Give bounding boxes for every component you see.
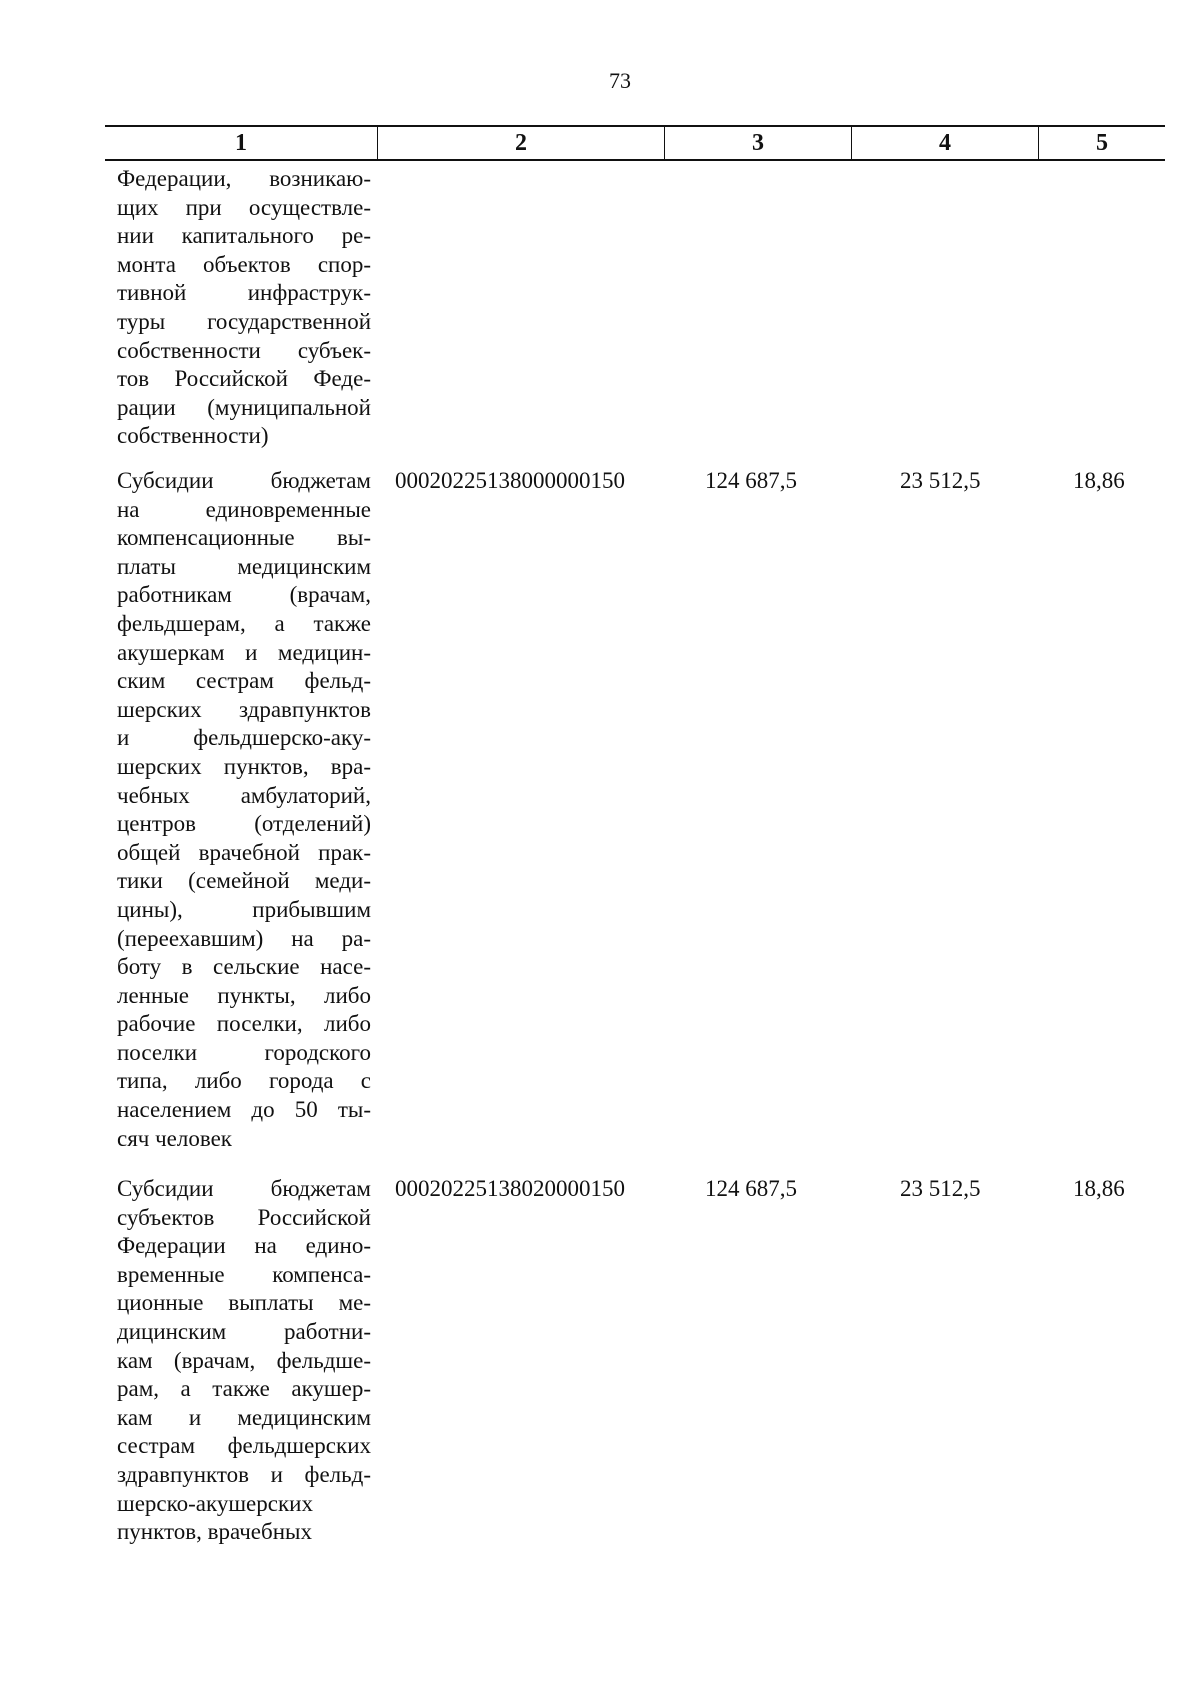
row-col3-value: 124 687,5 <box>705 468 797 493</box>
row-col5-value: 18,86 <box>1073 1176 1125 1201</box>
row-description <box>117 467 371 1153</box>
description-line: сестрам фельдшерских <box>117 1433 371 1459</box>
description-line: временные компенса- <box>117 1261 371 1287</box>
description-line: типа, либо города с <box>117 1068 371 1094</box>
row-code: 00020225138000000150 <box>395 468 625 493</box>
description-line: боту в сельские насе- <box>117 954 371 980</box>
description-line: чебных амбулаторий, <box>117 782 371 808</box>
description-line: центров (отделений) <box>117 811 371 837</box>
description-line: работникам (врачам, <box>117 582 371 608</box>
description-line: населением до 50 ты- <box>117 1097 371 1123</box>
description-line: пунктов, врачебных <box>117 1519 312 1545</box>
description-line: Субсидии бюджетам <box>117 1176 371 1201</box>
description-line: кам и медицинским <box>117 1404 371 1430</box>
description-line: и фельдшерско-аку- <box>117 725 371 751</box>
description-line: ленные пункты, либо <box>117 982 371 1008</box>
description-line: тов Российской Феде- <box>117 366 371 392</box>
page-number: 73 <box>609 68 631 93</box>
description-line: щих при осуществле- <box>117 194 371 220</box>
description-line: Субсидии бюджетам <box>117 468 371 493</box>
header-col-2: 2 <box>377 127 664 159</box>
row-description <box>117 165 371 451</box>
description-line: тики (семейной меди- <box>117 868 371 894</box>
description-line: субъектов Российской <box>117 1204 371 1230</box>
description-line: шерских пунктов, вра- <box>117 753 371 779</box>
description-line: рам, а также акушер- <box>117 1376 371 1402</box>
row-description <box>117 1175 371 1547</box>
description-line: туры государственной <box>117 308 371 334</box>
description-line: на единовременные <box>117 496 371 522</box>
description-line: дицинским работни- <box>117 1318 371 1344</box>
description-line: сяч человек <box>117 1125 232 1151</box>
description-line: шерско-акушерских <box>117 1490 313 1516</box>
description-line: поселки городского <box>117 1039 371 1065</box>
description-line: фельдшерам, а также <box>117 610 371 636</box>
row-code: 00020225138020000150 <box>395 1176 625 1201</box>
description-line: здравпунктов и фельд- <box>117 1461 371 1487</box>
description-line: кам (врачам, фельдше- <box>117 1347 371 1373</box>
table-header-row <box>105 125 1165 161</box>
description-line: ционные выплаты ме- <box>117 1290 371 1316</box>
description-line: компенсационные вы- <box>117 525 371 551</box>
row-col4-value: 23 512,5 <box>900 468 981 493</box>
description-line: общей врачебной прак- <box>117 839 371 865</box>
description-line: монта объектов спор- <box>117 251 371 277</box>
description-line: цины), прибывшим <box>117 896 371 922</box>
description-line: (переехавшим) на ра- <box>117 925 371 951</box>
description-line: ским сестрам фельд- <box>117 668 371 694</box>
header-col-5: 5 <box>1038 127 1165 159</box>
description-line: платы медицинским <box>117 553 371 579</box>
header-col-4: 4 <box>851 127 1038 159</box>
header-col-3: 3 <box>664 127 851 159</box>
description-line: тивной инфраструк- <box>117 280 371 306</box>
description-line: собственности субъек- <box>117 337 371 363</box>
description-line: нии капитального ре- <box>117 223 371 249</box>
row-col4-value: 23 512,5 <box>900 1176 981 1201</box>
header-col-1: 1 <box>235 129 247 156</box>
description-line: шерских здравпунктов <box>117 696 371 722</box>
description-line: Федерации, возникаю- <box>117 166 371 191</box>
description-line: Федерации на едино- <box>117 1233 371 1259</box>
description-line: рабочие поселки, либо <box>117 1011 371 1037</box>
description-line: акушеркам и медицин- <box>117 639 371 665</box>
description-line: рации (муниципальной <box>117 394 371 420</box>
row-col3-value: 124 687,5 <box>705 1176 797 1201</box>
description-line: собственности) <box>117 423 269 449</box>
row-col5-value: 18,86 <box>1073 468 1125 493</box>
